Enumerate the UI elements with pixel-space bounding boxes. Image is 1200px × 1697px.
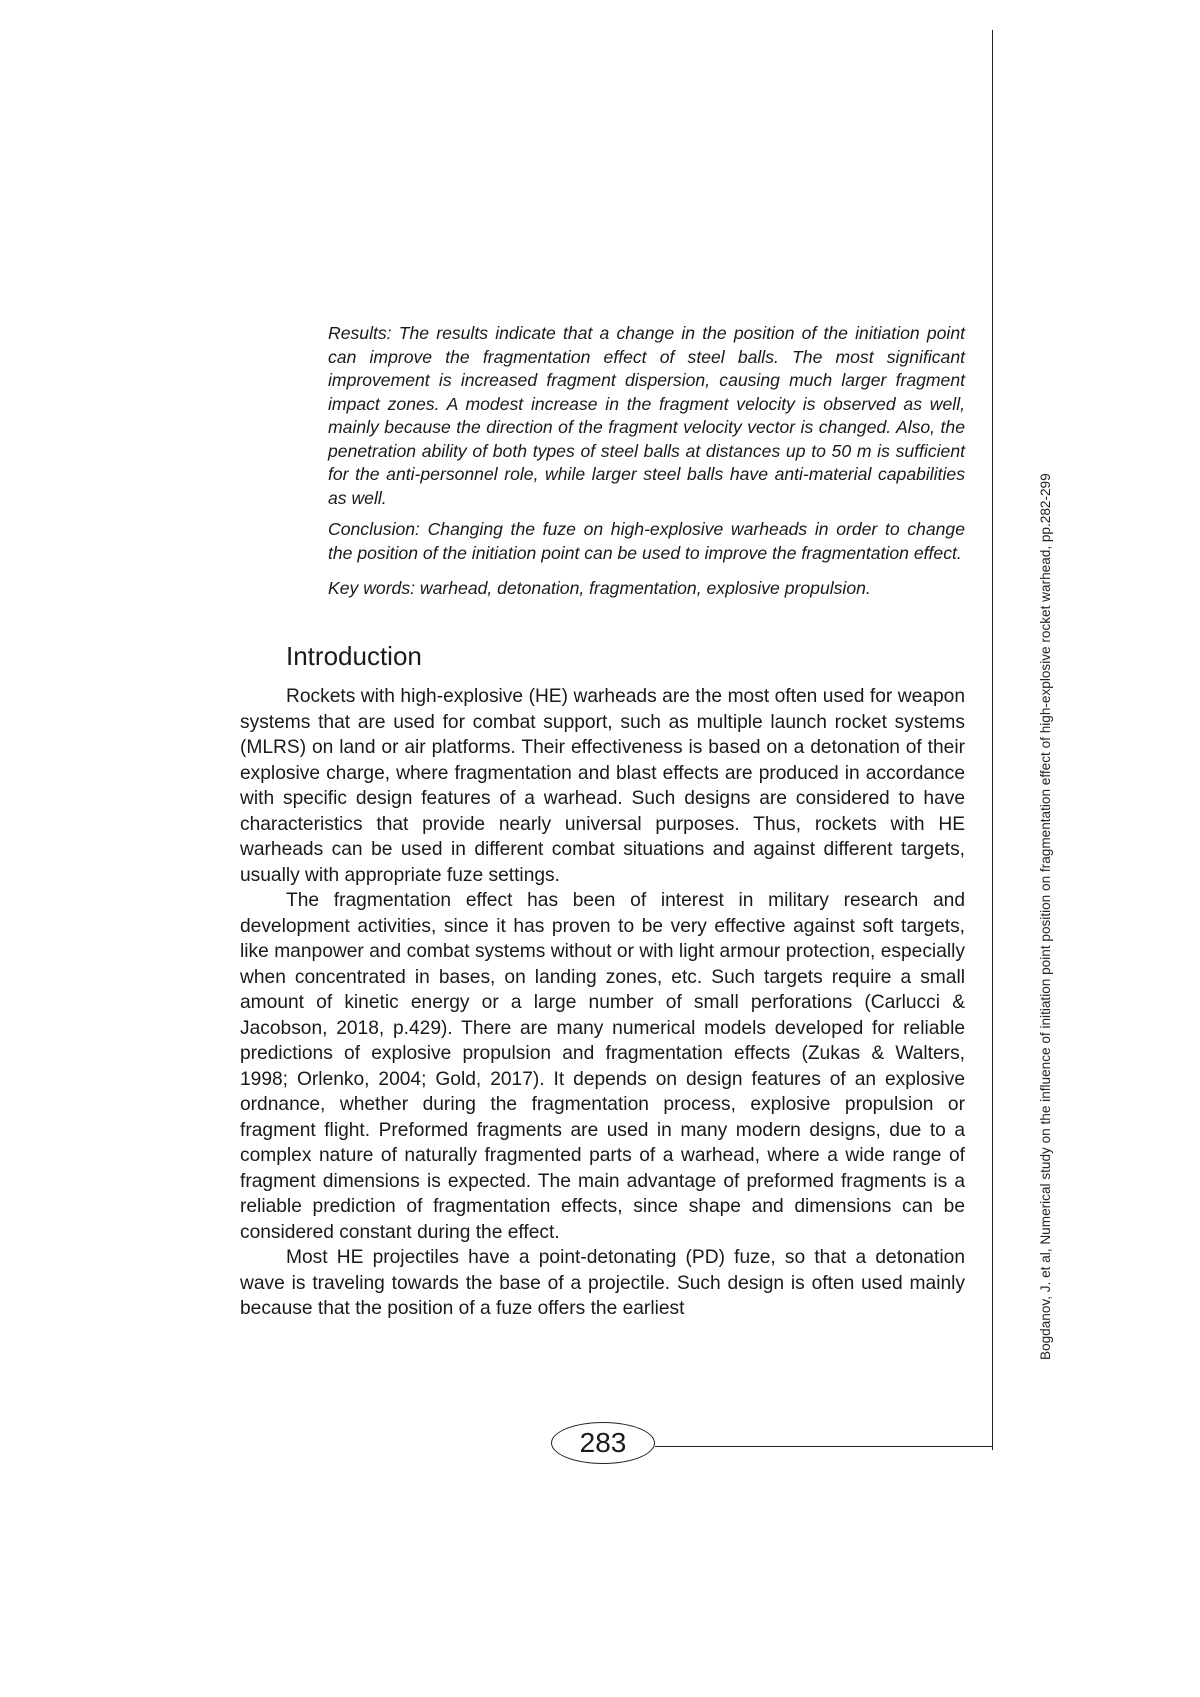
section-heading: Introduction [286, 641, 422, 671]
body-paragraph: Most HE projectiles have a point-detonating (PD) fuze, so that a detonation wave is traveling towards the base of a projectile. Such design is often used mainly because that the position of a fuze offers the earliest [240, 1247, 965, 1319]
body-paragraph: Rockets with high-explosive (HE) warheads are the most often used for weapon systems that are used for combat support, such as multiple launch rocket systems (MLRS) on land or air platforms. Their effectiveness is based on a detonation of their explosive charge, where fragmentation and blast effects are produced in accordance with specific design features of a warhead. Such designs are considered to have characteristics that provide nearly universal purposes. Thus, rockets with HE warheads can be used in different combat situations and against different targets, usually with appropriate fuze settings. [240, 686, 965, 886]
page-number-badge [551, 1422, 655, 1464]
margin-rule [992, 30, 993, 1450]
abstract-conclusion: Conclusion: Changing the fuze on high-explosive warheads in order to change the position of the initiation point can be used to improve the fragmentation effect. [328, 519, 965, 563]
footer-rule [655, 1446, 992, 1447]
body-paragraph: The fragmentation effect has been of interest in military research and development activities, since it has proven to be very effective against soft targets, like manpower and combat systems without or with light armour protection, especially when concentrated in bases, on landing zones, etc. Such targets require a small amount of kinetic energy or a large number of small perforations (Carlucci & Jacobson, 2018, p.429). There are many numerical models developed for reliable predictions of explosive propulsion and fragmentation effects (Zukas & Walters, 1998; Orlenko, 2004; Gold, 2017). It depends on design features of an explosive ordnance, whether during the fragmentation process, explosive propulsion or fragment flight. Preformed fragments are used in many modern designs, due to a complex nature of naturally fragmented parts of a warhead, where a wide range of fragment dimensions is expected. The main advantage of preformed fragments is a reliable prediction of fragmentation effects, since shape and dimensions can be considered constant during the effect. [240, 890, 965, 1243]
running-header: Bogdanov, J. et al, Numerical study on the influence of initiation point position on fragmentation effect of high-explosive rocket warhead, pp.282-299 [1038, 473, 1053, 1360]
section-body [240, 684, 965, 1322]
page-number: 283 [579, 1427, 627, 1458]
abstract-results: Results: The results indicate that a change in the position of the initiation point can improve the fragmentation effect of steel balls. The most significant improvement is increased fragment dispersion, causing much larger fragment impact zones. A modest increase in the fragment velocity is observed as well, mainly because the direction of the fragment velocity vector is changed. Also, the penetration ability of both types of steel balls at distances up to 50 m is sufficient for the anti-personnel role, while larger steel balls have anti-material capabilities as well. [328, 323, 965, 508]
abstract [328, 322, 965, 601]
abstract-keywords: Key words: warhead, detonation, fragmentation, explosive propulsion. [328, 578, 871, 598]
